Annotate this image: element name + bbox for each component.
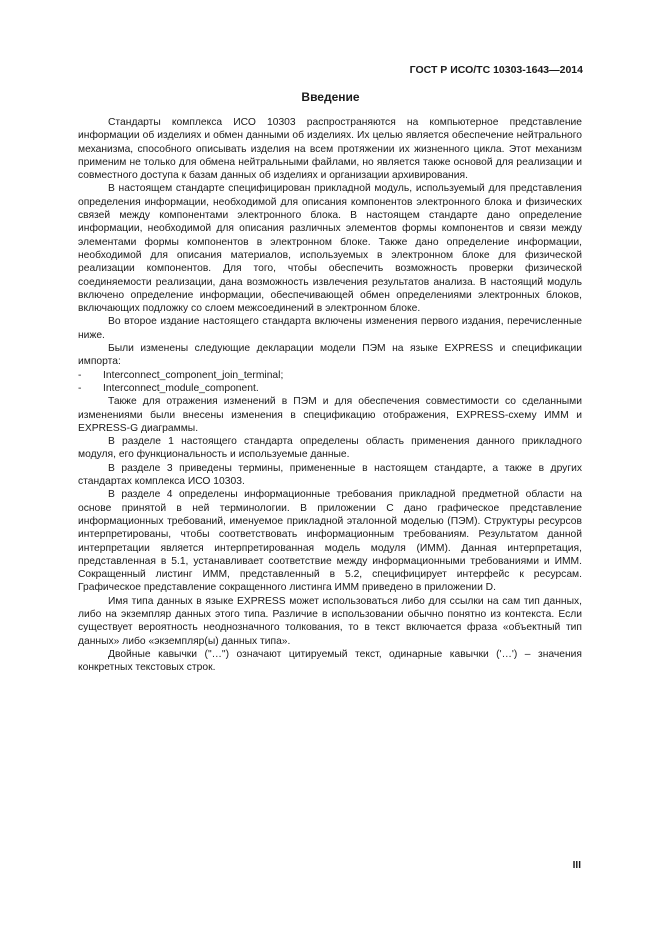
paragraph-section-4: В разделе 4 определены информационные требования прикладной предметной области на основе принятой в ней терминологии. В приложении С дано графическое представление информационных требований, именуемое прикладной эталонной моделью (ПЭМ). Структуры ресурсов интерпретированы, чтобы соответствовать информационным требованиям. Результатом данной интерпретации является интерпретированная модель модуля (ИММ). Данная интерпретация, представленная в 5.1, устанавливает соответствие между информационными требованиями и ИММ. Сокращенный листинг ИММ, представленный в 5.2, специфицирует интерфейс к ресурсам. Графическое представление сокращенного листинга ИММ приведено в приложении D.: [78, 489, 582, 594]
paragraph-changed-declarations: Были изменены следующие декларации модели ПЭМ на языке EXPRESS и спецификации импорта:: [78, 343, 582, 368]
paragraph-scope: Стандарты комплекса ИСО 10303 распространяются на компьютерное представление информации об изделиях и обмен данными об изделиях. Их целью является обеспечение нейтрального механизма, способного описывать изделия на всем протяжении их жизненного цикла. Этот механизм применим не только для обмена нейтральными файлами, но является также основой для реализации и совместного доступа к базам данных об изделиях и организации архивирования.: [78, 117, 582, 182]
paragraph-quotes: Двойные кавычки ("…") означают цитируемый текст, одинарные кавычки ('…') – значения конкретных текстовых строк.: [78, 648, 582, 674]
list-dash: -: [78, 382, 82, 394]
page-number: III: [572, 860, 581, 871]
list-dash: -: [78, 369, 82, 381]
paragraph-mapping-changes: Также для отражения изменений в ПЭМ и для обеспечения совместимости со сделанными изменениями были внесены изменения в спецификацию отображения, EXPRESS-схему ИММ и EXPRESS-G диаграммы.: [78, 396, 582, 434]
list-item-text: Interconnect_component_join_terminal;: [103, 369, 284, 381]
section-title: Введение: [301, 90, 360, 104]
list-item-text: Interconnect_module_component.: [103, 382, 259, 394]
paragraph-express-types: Имя типа данных в языке EXPRESS может использоваться либо для ссылки на сам тип данных, либо на экземпляр данных этого типа. Различие в использовании обычно понятно из контекста. Если существует вероятность неоднозначного толкования, то в текст включается фраза «объектный тип данных» либо «экземпляр(ы) данных типа».: [78, 595, 582, 647]
paragraph-module-description: В настоящем стандарте специфицирован прикладной модуль, используемый для представления определения информации, необходимой для описания компонентов электронного блока и физических связей между компонентами электронного блока. В настоящем стандарте дано определение информации, необходимой для описания различных элементов формы компонентов и связи между элементами формы компонентов в электронном блоке. Также дано определение информации, необходимой для описания материалов, используемых в электронном блоке для физической реализации компонентов. Для того, чтобы обеспечить возможность проверки физической соединяемости реализации, дана возможность извлечения результатов анализа. В настоящий модуль включено определение информации, обеспечивающей обмен определениями электронных блоков, включающих подложку со слоем межсоединений в электронном блоке.: [78, 183, 582, 315]
document-body: [78, 116, 582, 674]
paragraph-section-3: В разделе 3 приведены термины, примененные в настоящем стандарте, а также в других стандартах комплекса ИСО 10303.: [78, 462, 582, 488]
paragraph-second-edition: Во второе издание настоящего стандарта включены изменения первого издания, перечисленные ниже.: [78, 316, 582, 341]
list-item: [78, 369, 582, 382]
paragraph-section-1: В разделе 1 настоящего стандарта определены область применения данного прикладного модуля, его функциональность и используемые данные.: [78, 436, 582, 461]
document-code: ГОСТ Р ИСО/ТС 10303-1643—2014: [409, 64, 583, 76]
list-item: [78, 382, 582, 395]
